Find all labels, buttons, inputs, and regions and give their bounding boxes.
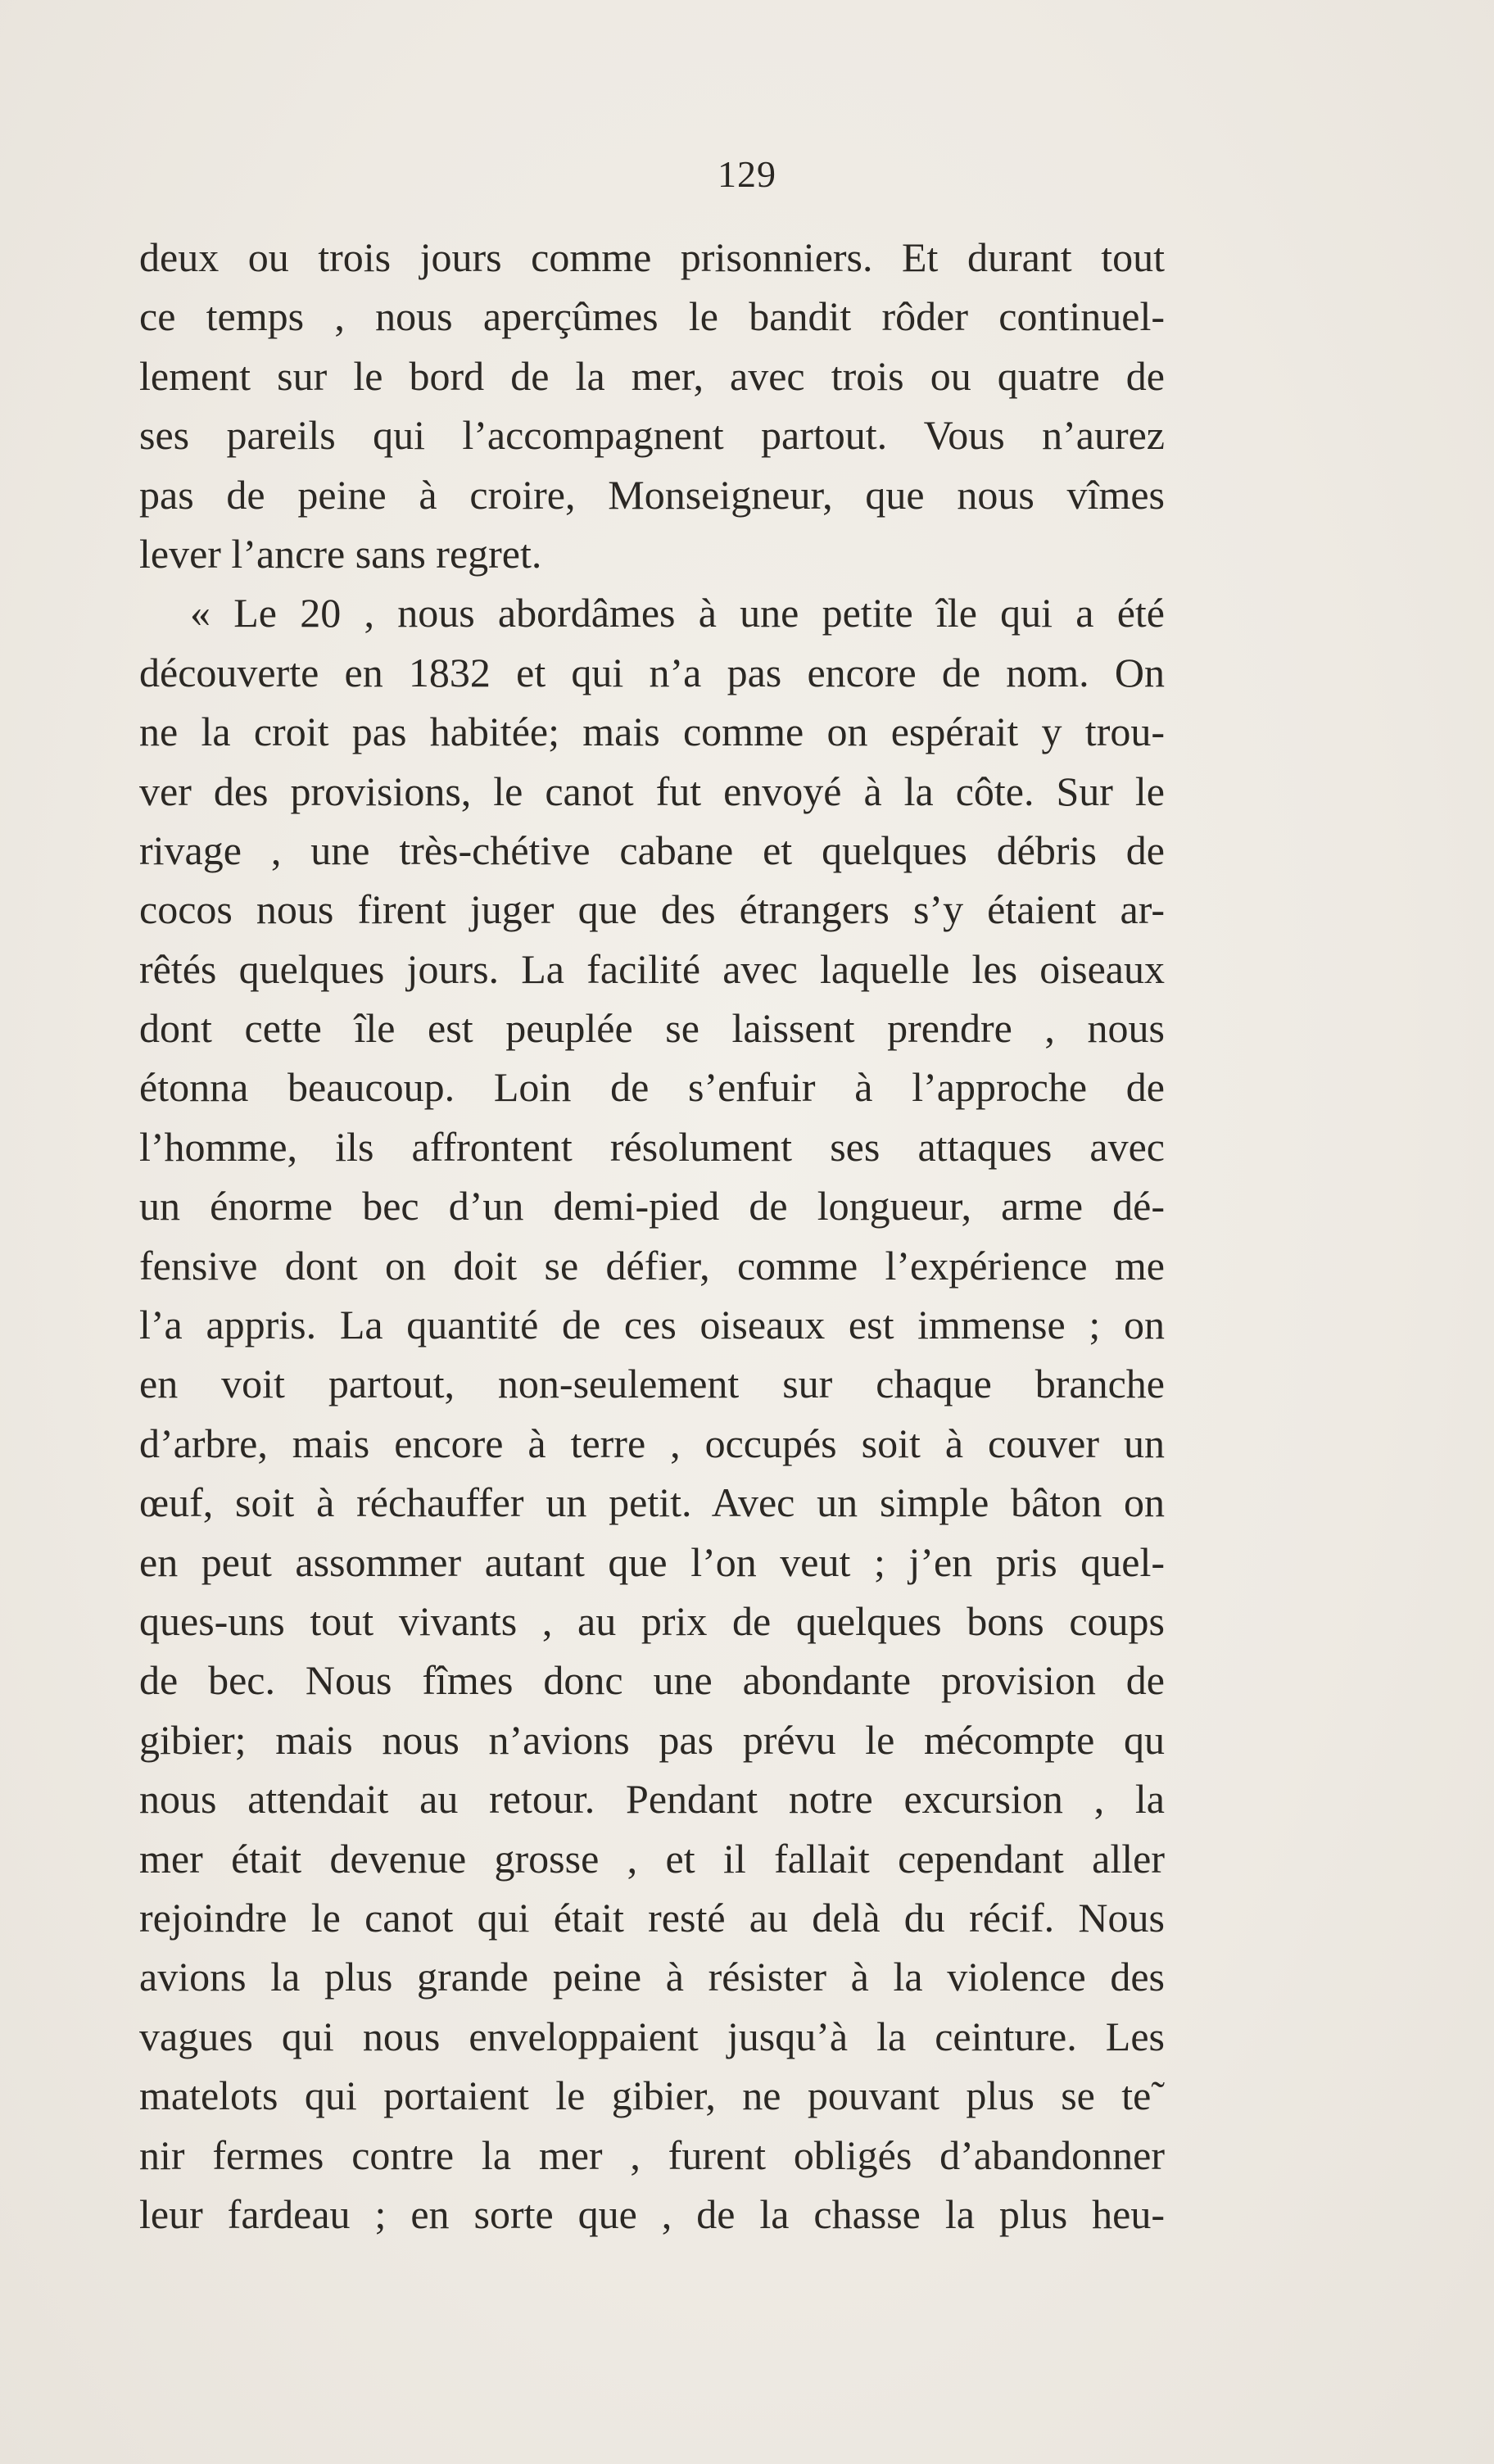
text-line: cocos nous firent juger que des étrangers s’y étaient ar- (139, 886, 1165, 933)
text-line: étonna beaucoup. Loin de s’enfuir à l’approche de (139, 1064, 1165, 1111)
text-line: lement sur le bord de la mer, avec trois ou quatre de (139, 352, 1165, 399)
text-line: nous attendait au retour. Pendant notre excursion , la (139, 1776, 1165, 1823)
text-line: leur fardeau ; en sorte que , de la chasse la plus heu- (139, 2190, 1165, 2237)
text-line: rêtés quelques jours. La facilité avec laquelle les oiseaux (139, 945, 1165, 992)
text-line: ques-uns tout vivants , au prix de quelques bons coups (139, 1597, 1165, 1644)
body-text (139, 228, 1165, 2244)
text-line: ses pareils qui l’accompagnent partout. Vous n’aurez (139, 412, 1165, 459)
text-line: pas de peine à croire, Monseigneur, que nous vîmes (139, 471, 1165, 518)
text-line: ce temps , nous aperçûmes le bandit rôder continuel- (139, 293, 1165, 340)
text-line: rivage , une très-chétive cabane et quelques débris de (139, 827, 1165, 873)
text-line: découverte en 1832 et qui n’a pas encore de nom. On (139, 649, 1165, 695)
text-line: fensive dont on doit se défier, comme l’expérience me (139, 1242, 1165, 1289)
text-line: en peut assommer autant que l’on veut ; j’en pris quel- (139, 1538, 1165, 1585)
text-line: lever l’ancre sans regret. (139, 530, 542, 577)
text-line: nir fermes contre la mer , furent obligés d’abandonner (139, 2131, 1165, 2178)
text-line: « Le 20 , nous abordâmes à une petite île qui a été (190, 590, 1165, 636)
text-line: avions la plus grande peine à résister à la violence des (139, 1954, 1165, 2000)
text-line: l’a appris. La quantité de ces oiseaux est immense ; on (139, 1302, 1165, 1348)
text-line: rejoindre le canot qui était resté au delà du récif. Nous (139, 1894, 1165, 1941)
text-line: d’arbre, mais encore à terre , occupés soit à couver un (139, 1420, 1165, 1466)
text-line: ver des provisions, le canot fut envoyé à la côte. Sur le (139, 768, 1165, 814)
text-line: l’homme, ils affrontent résolument ses attaques avec (139, 1123, 1165, 1170)
text-line: en voit partout, non-seulement sur chaque branche (139, 1361, 1165, 1407)
text-line: gibier; mais nous n’avions pas prévu le mécompte qu (139, 1716, 1165, 1763)
text-line: œuf, soit à réchauffer un petit. Avec un simple bâton on (139, 1479, 1165, 1526)
text-line: un énorme bec d’un demi-pied de longueur, arme dé- (139, 1183, 1165, 1230)
text-line: de bec. Nous fîmes donc une abondante provision de (139, 1657, 1165, 1704)
text-line: mer était devenue grosse , et il fallait cependant aller (139, 1835, 1165, 1882)
text-line: matelots qui portaient le gibier, ne pouvant plus se te˜ (139, 2072, 1165, 2119)
text-line: dont cette île est peuplée se laissent prendre , nous (139, 1005, 1165, 1052)
text-line: vagues qui nous enveloppaient jusqu’à la ceinture. Les (139, 2013, 1165, 2059)
page-number: 129 (718, 153, 776, 195)
text-line: ne la croit pas habitée; mais comme on espérait y trou- (139, 709, 1165, 755)
text-line: deux ou trois jours comme prisonniers. Et durant tout (139, 234, 1165, 280)
